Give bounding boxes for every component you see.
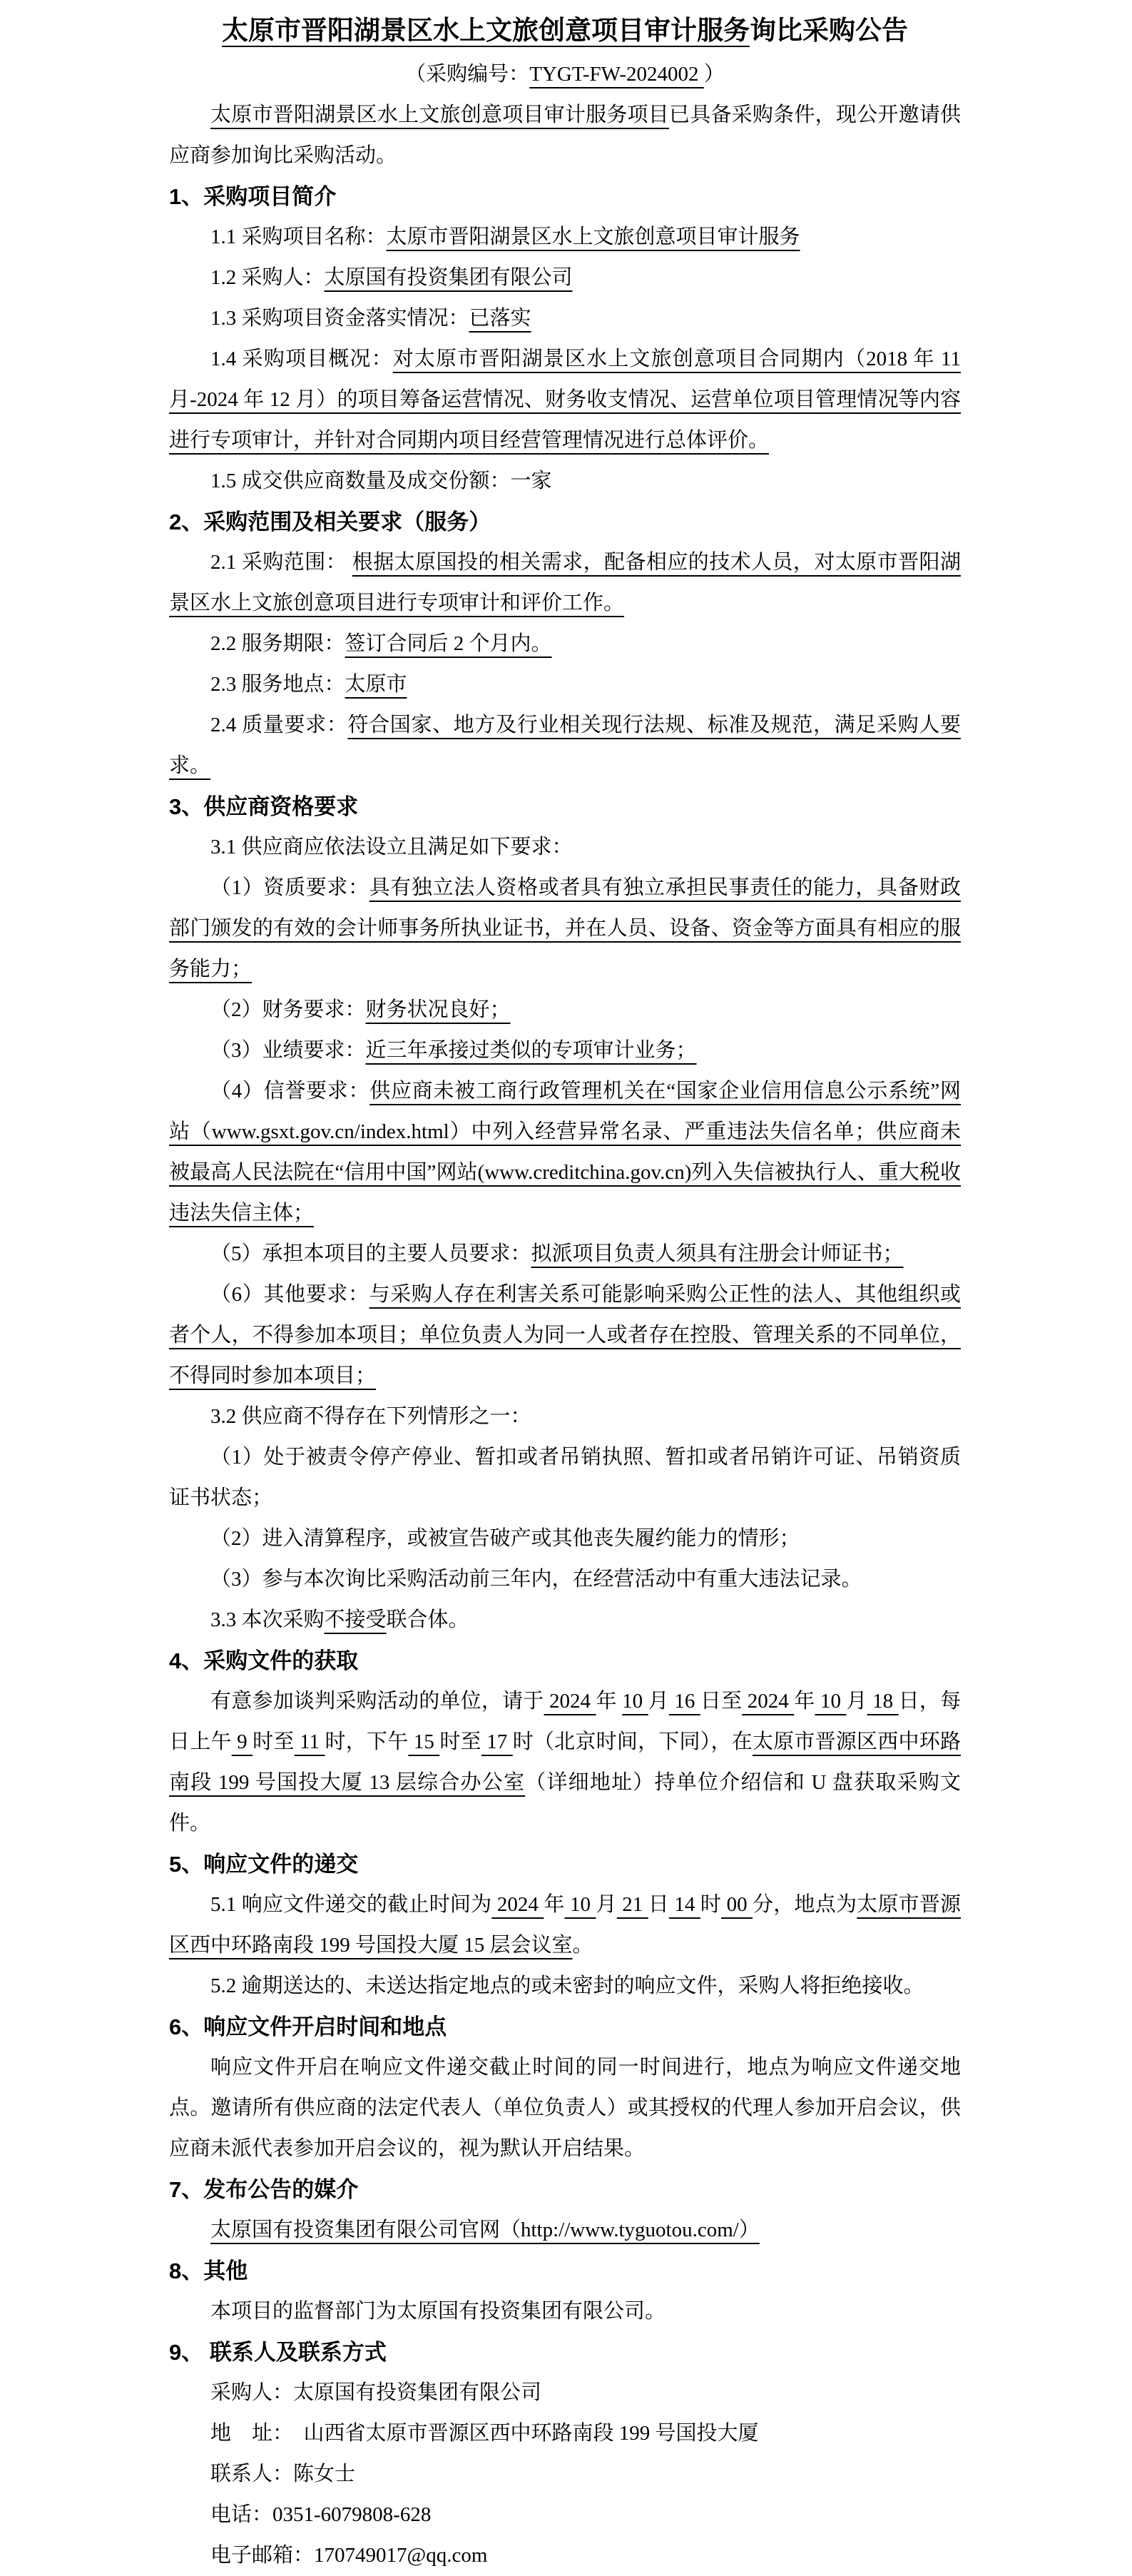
underlined-text-run: 太原市晋阳湖景区水上文旅创意项目审计服务: [386, 225, 800, 248]
item-2-2: [169, 624, 961, 664]
item-3-1-1: [169, 868, 961, 990]
text-run: 联合体。: [386, 1608, 469, 1631]
underlined-text-run: 2024: [544, 1690, 596, 1713]
main-title: [169, 9, 961, 54]
section-8-heading: [169, 2251, 961, 2291]
section-8-paragraph: [169, 2291, 961, 2332]
item-3-1-4: [169, 1071, 961, 1234]
text-run: （2）进入清算程序，或被宣告破产或其他丧失履约能力的情形；: [210, 1527, 800, 1550]
text-run: 地 址： 山西省太原市晋源区西中环路南段 199 号国投大厦: [210, 2422, 759, 2445]
text-run: 年: [794, 1690, 815, 1713]
underlined-text-run: 拟派项目负责人须具有注册会计师证书；: [531, 1242, 904, 1265]
text-run: 4、采购文件的获取: [169, 1648, 359, 1673]
underlined-text-run: 太原市: [345, 673, 407, 696]
underlined-text-run: 与采购人存在利害关系可能影响采购公正性的法人、其他组织或者个人，不得参加本项目；单位负责人为同一人或者存在控股、管理关系的不同单位，不得同时参加本项目；: [169, 1283, 961, 1387]
underlined-text-run: 16: [668, 1690, 700, 1713]
underlined-text-run: 2024: [742, 1690, 795, 1713]
item-2-3: [169, 664, 961, 705]
section-6-paragraph: [169, 2047, 961, 2169]
text-run: ）: [703, 63, 725, 86]
text-run: 3.3 本次采购: [210, 1608, 325, 1631]
item-1-4: [169, 339, 961, 461]
text-run: 分，地点为: [753, 1893, 857, 1916]
text-run: 5.2 逾期送达的、未送达指定地点的或未密封的响应文件，采购人将拒绝接收。: [210, 1974, 924, 1997]
section-7-heading: [169, 2169, 961, 2210]
underlined-text-run: 21: [616, 1893, 648, 1916]
underlined-text-run: 供应商未被工商行政管理机关在“国家企业信用信息公示系统”网站（www.gsxt.gov.cn/index.html）中列入经营异常名录、严重违法失信名单；供应商未被最高人民法院在“信用中国”网站(www.creditchina.gov.cn)列入失信被执行人、重大税收违法失信主体；: [169, 1080, 961, 1224]
item-3-1-2: [169, 990, 961, 1030]
text-run: （1）处于被责令停产停业、暂扣或者吊销执照、暂扣或者吊销许可证、吊销资质证书状态；: [169, 1446, 961, 1509]
text-run: 月: [596, 1893, 617, 1916]
item-3-2: [169, 1396, 961, 1437]
section-4-heading: [169, 1641, 961, 1681]
text-run: （6）其他要求：: [210, 1283, 369, 1306]
section-9-heading: [169, 2332, 961, 2373]
underlined-text-run: 符合国家、地方及行业相关现行法规、标准及规范，满足采购人要求。: [169, 714, 961, 777]
text-run: 2、采购范围及相关要求（服务）: [169, 509, 491, 534]
item-3-2-2: [169, 1518, 961, 1559]
text-run: 年: [544, 1893, 565, 1916]
underlined-text-run: 2024: [491, 1893, 544, 1916]
contact-email: [169, 2535, 961, 2576]
underlined-text-run: TYGT-FW-2024002: [529, 63, 704, 86]
text-run: 时至: [439, 1730, 481, 1753]
item-3-1: [169, 827, 961, 868]
item-1-3: [169, 298, 961, 339]
text-run: 1、采购项目简介: [169, 184, 337, 209]
underlined-text-run: 太原国有投资集团有限公司官网（http://www.tyguotou.com/）: [210, 2218, 760, 2241]
underlined-text-run: 17: [481, 1730, 513, 1753]
text-run: 日: [648, 1893, 669, 1916]
text-run: （采购编号：: [405, 63, 530, 86]
text-run: 本项目的监督部门为太原国有投资集团有限公司。: [210, 2300, 666, 2323]
section-4-paragraph: [169, 1681, 961, 1844]
text-run: 3.1 供应商应依法设立且满足如下要求：: [210, 836, 573, 858]
item-2-4: [169, 705, 961, 786]
underlined-text-run: 14: [668, 1893, 700, 1916]
underlined-text-run: 18: [867, 1690, 899, 1713]
text-run: 日至: [700, 1690, 743, 1713]
text-run: 1.2 采购人：: [210, 266, 325, 289]
text-run: 1.3 采购项目资金落实情况：: [210, 307, 469, 330]
text-run: 日，每日上午: [169, 1690, 962, 1753]
document-body: [169, 9, 961, 2576]
text-run: 3、供应商资格要求: [169, 794, 359, 819]
text-run: 2.4 质量要求：: [210, 714, 348, 736]
underlined-text-run: 具有独立法人资格或者具有独立承担民事责任的能力，具备财政部门颁发的有效的会计师事务所执业证书，并在人员、设备、资金等方面具有相应的服务能力；: [169, 876, 961, 980]
underlined-text-run: 不接受: [324, 1608, 387, 1631]
underlined-text-run: 签订合同后 2 个月内。: [345, 632, 552, 655]
underlined-text-run: 根据太原国投的相关需求，配备相应的技术人员，对太原市晋阳湖景区水上文旅创意项目进行专项审计和评价工作。: [169, 551, 961, 614]
text-run: 2.1 采购范围：: [210, 551, 352, 574]
item-5-1: [169, 1885, 961, 1966]
underlined-text-run: 太原市晋源区西中环路南段 199 号国投大厦 15 层会议室: [169, 1893, 962, 1957]
text-run: 8、其他: [169, 2258, 248, 2283]
text-run: （2）财务要求：: [210, 998, 366, 1021]
section-5-heading: [169, 1844, 961, 1885]
text-run: 5.1 响应文件递交的截止时间为: [210, 1893, 492, 1916]
underlined-text-run: 太原市晋阳湖景区水上文旅创意项目审计服务: [222, 16, 750, 46]
intro-paragraph: [169, 95, 961, 176]
item-3-3: [169, 1600, 961, 1641]
text-run: 2.2 服务期限：: [210, 632, 345, 655]
item-3-1-3: [169, 1030, 961, 1071]
text-run: （详细地址）持单位介绍信和 U 盘获取采购文件。: [169, 1771, 961, 1835]
underlined-text-run: 9: [231, 1730, 253, 1753]
item-3-1-5: [169, 1234, 961, 1274]
underlined-text-run: 15: [408, 1730, 440, 1753]
text-run: （3）参与本次询比采购活动前三年内，在经营活动中有重大违法记录。: [210, 1568, 862, 1591]
text-run: 联系人：陈女士: [210, 2463, 356, 2485]
section-6-heading: [169, 2007, 961, 2047]
underlined-text-run: 10: [564, 1893, 596, 1916]
section-7-paragraph: [169, 2210, 961, 2251]
text-run: 7、发布公告的媒介: [169, 2177, 359, 2202]
underlined-text-run: 太原市晋源区西中环路南段 199 号国投大厦 13 层综合办公室: [169, 1730, 961, 1794]
text-run: 时: [700, 1893, 722, 1916]
text-run: 有意参加谈判采购活动的单位，请于: [210, 1690, 544, 1713]
text-run: 时（北京时间，下同），在: [512, 1730, 753, 1753]
text-run: 响应文件开启在响应文件递交截止时间的同一时间进行，地点为响应文件递交地点。邀请所有供应商的法定代表人（单位负责人）或其授权的代理人参加开启会议，供应商未派代表参加开启会议的，视为默认开启结果。: [169, 2056, 961, 2160]
text-run: （1）资质要求：: [210, 876, 369, 899]
procurement-number: [169, 54, 961, 95]
text-run: 采购人：太原国有投资集团有限公司: [210, 2381, 542, 2404]
underlined-text-run: 太原市晋阳湖景区水上文旅创意项目审计服务项目: [210, 103, 670, 126]
text-run: 9、 联系人及联系方式: [169, 2340, 387, 2365]
section-1-heading: [169, 176, 961, 217]
underlined-text-run: 11: [294, 1730, 325, 1753]
contact-address: [169, 2413, 961, 2454]
item-1-5: [169, 461, 961, 502]
item-1-1: [169, 217, 961, 258]
item-3-2-3: [169, 1559, 961, 1600]
text-run: 月: [846, 1690, 867, 1713]
item-5-2: [169, 1966, 961, 2007]
item-3-1-6: [169, 1274, 961, 1396]
underlined-text-run: 00: [721, 1893, 753, 1916]
text-run: 询比采购公告: [750, 16, 908, 46]
text-run: 电子邮箱：170749017@qq.com: [210, 2544, 488, 2567]
text-run: （4）信誉要求：: [210, 1080, 370, 1102]
item-3-2-1: [169, 1437, 961, 1518]
section-2-heading: [169, 502, 961, 542]
contact-purchaser: [169, 2373, 961, 2413]
underlined-text-run: 对太原市晋阳湖景区水上文旅创意项目合同期内（2018 年 11 月-2024 年 12 月）的项目筹备运营情况、财务收支情况、运营单位项目管理情况等内容进行专项审计，并针对合同期内项目经营管理情况进行总体评价。: [169, 348, 961, 452]
item-1-2: [169, 258, 961, 298]
contact-phone: [169, 2495, 961, 2535]
underlined-text-run: 财务状况良好；: [365, 998, 511, 1021]
text-run: 2.3 服务地点：: [210, 673, 345, 696]
text-run: 。: [572, 1934, 593, 1957]
text-run: （3）业绩要求：: [210, 1039, 366, 1062]
underlined-text-run: 10: [622, 1690, 648, 1713]
underlined-text-run: 10: [815, 1690, 847, 1713]
text-run: 6、响应文件开启时间和地点: [169, 2014, 447, 2039]
underlined-text-run: 已落实: [469, 307, 531, 330]
text-run: 5、响应文件的递交: [169, 1852, 359, 1877]
text-run: （5）承担本项目的主要人员要求：: [210, 1242, 531, 1265]
text-run: 1.4 采购项目概况：: [210, 348, 393, 370]
section-3-heading: [169, 786, 961, 827]
text-run: 电话：0351-6079808-628: [210, 2503, 432, 2526]
text-run: 月: [648, 1690, 669, 1713]
underlined-text-run: 近三年承接过类似的专项审计业务；: [365, 1039, 697, 1062]
text-run: 3.2 供应商不得存在下列情形之一：: [210, 1405, 531, 1428]
text-run: 年: [596, 1690, 623, 1713]
text-run: 1.5 成交供应商数量及成交份额：一家: [210, 470, 552, 492]
contact-person: [169, 2454, 961, 2495]
text-run: 1.1 采购项目名称：: [210, 225, 387, 248]
text-run: 时至: [253, 1730, 295, 1753]
item-2-1: [169, 542, 961, 624]
text-run: 时，下午: [325, 1730, 409, 1753]
text-run: 已具备采购条件，现公开邀请供应商参加询比采购活动。: [169, 103, 961, 167]
underlined-text-run: 太原国有投资集团有限公司: [324, 266, 573, 289]
